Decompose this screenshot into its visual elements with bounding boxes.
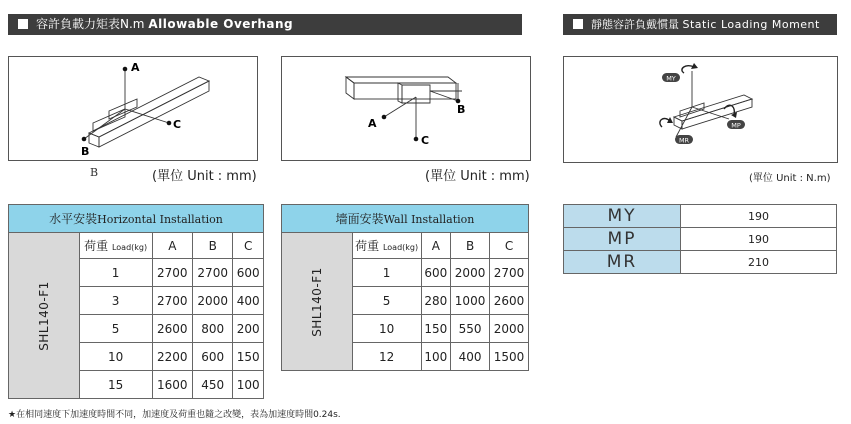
label-mp: MP: [731, 121, 741, 130]
wall-table-title: 墻面安裝Wall Installation: [282, 205, 529, 233]
table-row: [564, 228, 837, 251]
table-row: 15 1600 450 100: [9, 371, 264, 399]
moment-key: MY: [564, 205, 681, 228]
col-b-header: B: [451, 233, 490, 259]
model-label: SHL140-F1: [9, 233, 80, 399]
label-my: MY: [666, 74, 676, 83]
table-row: 1 2700 2700 600: [9, 259, 264, 287]
horizontal-installation-table: [8, 204, 264, 399]
table-row: 1 600 2000 2700: [282, 259, 529, 287]
static-moment-table: [563, 204, 837, 274]
header-allowable-overhang: [8, 14, 522, 35]
table-row: 3 2700 2000 400: [9, 287, 264, 315]
header-title-en: Allowable Overhang: [148, 17, 294, 31]
diagram2-unit: (單位 Unit : mm): [425, 169, 530, 184]
model-label: SHL140-F1: [282, 233, 353, 371]
diagram-static-moment: [563, 56, 838, 163]
diagram1-unit: (單位 Unit : mm): [152, 169, 257, 184]
header-square-icon: [573, 19, 583, 29]
wall-installation-table: [281, 204, 529, 371]
horizontal-overhang-drawing: [9, 57, 257, 160]
col-a-header: A: [421, 233, 451, 259]
col-c-header: C: [490, 233, 529, 259]
load-header: 荷重 Load(kg): [79, 233, 152, 259]
diagram-wall-overhang: [281, 56, 531, 161]
horizontal-table-title: 水平安裝Horizontal Installation: [9, 205, 264, 233]
col-c-header: C: [233, 233, 264, 259]
table-row: [564, 251, 837, 274]
table-row: 5 280 1000 2600: [282, 287, 529, 315]
table-row: 12 100 400 1500: [282, 343, 529, 371]
table-row: 5 2600 800 200: [9, 315, 264, 343]
header-title-en: Static Loading Moment: [682, 18, 820, 31]
label-b: B: [81, 145, 90, 158]
header-title-cn: 容許負載力矩表N.m: [36, 17, 145, 31]
table-row: [564, 205, 837, 228]
header-square-icon: [18, 19, 28, 29]
label-a: A: [131, 61, 140, 74]
label-c: C: [421, 134, 430, 147]
moment-value: 190: [681, 205, 837, 228]
table-row: 10 2200 600 150: [9, 343, 264, 371]
label-c: C: [173, 118, 182, 131]
header-title-cn: 靜態容許負戴慣量: [591, 18, 679, 31]
diagram3-unit: (單位 Unit : N.m): [749, 173, 831, 184]
footnote: ★在相同速度下加速度時間不同，加速度及荷重也隨之改變，表為加速度時間0.24s.: [8, 410, 341, 420]
wall-overhang-drawing: [282, 57, 530, 160]
moment-value: 190: [681, 228, 837, 251]
static-moment-drawing: [564, 57, 837, 162]
col-a-header: A: [152, 233, 192, 259]
label-mr: MR: [678, 136, 690, 145]
table-row: 10 150 550 2000: [282, 315, 529, 343]
diagram-horizontal-overhang: [8, 56, 258, 161]
moment-value: 210: [681, 251, 837, 274]
load-header: 荷重 Load(kg): [352, 233, 421, 259]
col-b-header: B: [193, 233, 233, 259]
diagram1-caption: B: [90, 166, 99, 179]
header-static-loading-moment: [563, 14, 837, 35]
moment-key: MP: [564, 228, 681, 251]
label-a: A: [368, 117, 377, 130]
moment-key: MR: [564, 251, 681, 274]
label-b: B: [457, 103, 466, 116]
